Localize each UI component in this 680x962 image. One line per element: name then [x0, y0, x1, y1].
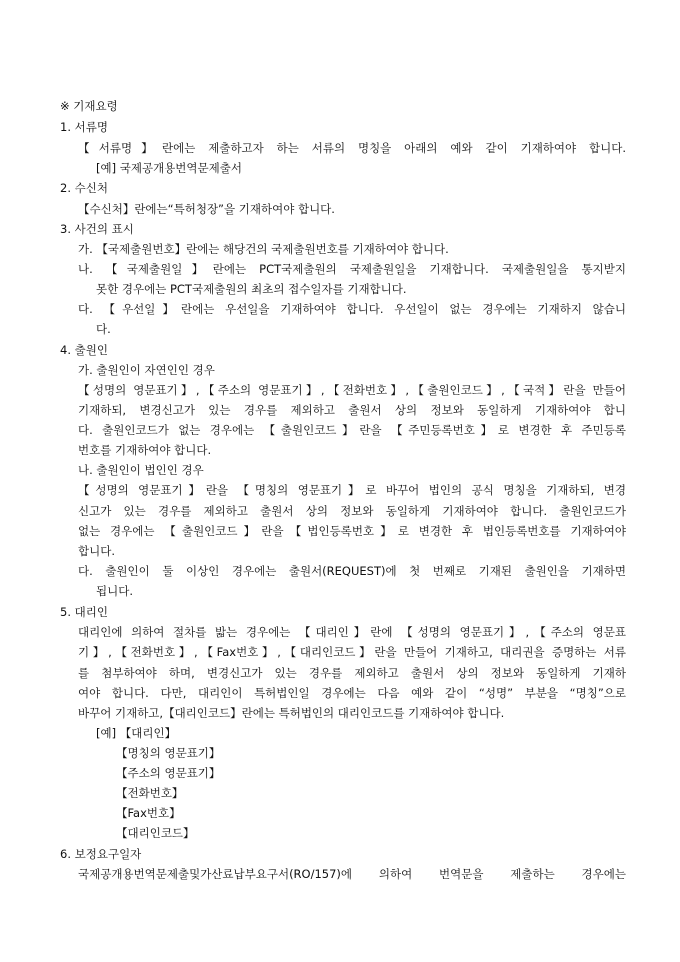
- section-2-heading: 2. 수신처: [60, 181, 108, 195]
- section-3-item-da: 다. 【우선일】란에는 우선일을 기재하여야 합니다. 우선일이 없는 경우에는 기재하지 않습니: [78, 302, 626, 316]
- section-5-line-4: 여야 합니다. 다만, 대리인이 특허법인일 경우에는 다음 예와 같이 “성명” 부분을 “명칭”으로: [78, 686, 626, 700]
- section-3-heading: 3. 사건의 표시: [60, 222, 134, 236]
- section-4-ga-title: 가. 출원인이 자연인인 경우: [78, 363, 215, 377]
- section-6-line-1: 국제공개용번역문제출및가산료납부요구서(RO/157)에 의하여 번역문을 제출하는 경우에는: [78, 867, 626, 881]
- section-2-paragraph: 【수신처】란에는“특허청장”을 기재하여야 합니다.: [78, 202, 335, 216]
- section-5-example-item: 【대리인코드】: [116, 826, 195, 840]
- section-4-ga-line-4: 번호를 기재하여야 합니다.: [78, 443, 212, 457]
- section-3-item-na-cont: 못한 경우에는 PCT국제출원의 최초의 접수일자를 기재합니다.: [96, 282, 407, 296]
- section-1-paragraph: 【서류명】란에는 제출하고자 하는 서류의 명칭을 아래의 예와 같이 기재하여야 합니다.: [78, 141, 626, 155]
- section-4-na-line-4: 합니다.: [78, 544, 115, 558]
- section-5-example-item: 【명칭의 영문표기】: [116, 746, 221, 760]
- section-5-line-2: 기】,【전화번호】,【Fax번호】,【대리인코드】란을 만들어 기재하고, 대리권을 증명하는 서류: [78, 645, 626, 659]
- section-4-na-title: 나. 출원인이 법인인 경우: [78, 463, 204, 477]
- section-4-na-line-1: 【성명의 영문표기】란을 【명칭의 영문표기】로 바꾸어 법인의 공식 명칭을 기재하되, 변경: [78, 483, 626, 497]
- section-5-example-item: 【주소의 영문표기】: [116, 766, 221, 780]
- section-4-ga-line-1: 【성명의 영문표기】,【주소의 영문표기】,【전화번호】,【출원인코드】,【국적】란을 만들어: [78, 383, 626, 397]
- section-5-line-1: 대리인에 의하여 절차를 밟는 경우에는 【대리인】란에 【성명의 영문표기】,【주소의 영문표: [78, 625, 626, 639]
- section-6-heading: 6. 보정요구일자: [60, 847, 142, 861]
- section-4-ga-line-2: 기재하되, 변경신고가 있는 경우를 제외하고 출원서 상의 정보와 동일하게 기재하여야 합니: [78, 403, 626, 417]
- section-3-item-ga: 가. 【국제출원번호】란에는 해당건의 국제출원번호를 기재하여야 합니다.: [78, 242, 449, 256]
- section-5-example-title: [예] 【대리인】: [96, 726, 177, 740]
- section-3-item-da-cont: 다.: [96, 322, 111, 336]
- section-5-example-item: 【Fax번호】: [116, 806, 181, 820]
- section-4-da-line-1: 다. 출원인이 둘 이상인 경우에는 출원서(REQUEST)에 첫 번째로 기재된 출원인을 기재하면: [78, 564, 626, 578]
- section-3-item-na: 나. 【국제출원일】란에는 PCT국제출원의 국제출원일을 기재합니다. 국제출원일을 통지받지: [78, 262, 626, 276]
- section-4-ga-line-3: 다. 출원인코드가 없는 경우에는 【출원인코드】란을 【주민등록번호】로 변경한 후 주민등록: [78, 423, 626, 437]
- note-title: ※ 기재요령: [60, 99, 118, 113]
- section-5-heading: 5. 대리인: [60, 605, 108, 619]
- section-5-line-3: 를 첨부하여야 하며, 변경신고가 있는 경우를 제외하고 출원서 상의 정보와 동일하게 기재하: [78, 666, 626, 680]
- section-4-heading: 4. 출원인: [60, 343, 108, 357]
- section-4-da-line-2: 됩니다.: [96, 584, 133, 598]
- section-4-na-line-2: 신고가 있는 경우를 제외하고 출원서 상의 정보와 동일하게 기재하여야 합니다. 출원인코드가: [78, 504, 626, 518]
- section-1-heading: 1. 서류명: [60, 120, 108, 134]
- section-1-example: [예] 국제공개용번역문제출서: [96, 161, 242, 175]
- section-5-example-item: 【전화번호】: [116, 786, 184, 800]
- section-5-line-5: 바꾸어 기재하고,【대리인코드】란에는 특허법인의 대리인코드를 기재하여야 합니다.: [78, 706, 505, 720]
- section-4-na-line-3: 없는 경우에는 【출원인코드】란을【법인등록번호】로 변경한 후 법인등록번호를 기재하여야: [78, 524, 626, 538]
